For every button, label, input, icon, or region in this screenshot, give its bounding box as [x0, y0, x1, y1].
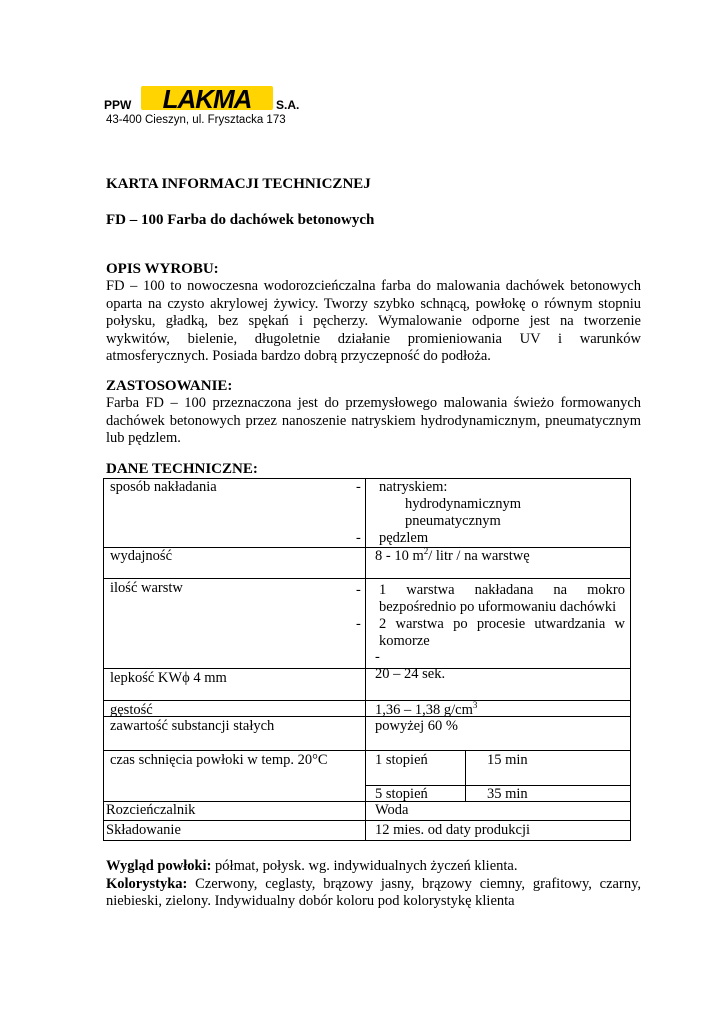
cell-dash: - — [356, 616, 361, 632]
kolorystyka-line — [106, 876, 641, 894]
cell-value: 35 min — [487, 786, 528, 802]
table-rule — [630, 478, 631, 841]
gestosc-sup: 3 — [472, 700, 478, 711]
product-title: FD – 100 Farba do dachówek betonowych — [106, 212, 375, 228]
table-rule — [103, 668, 631, 669]
cell-label: lepkość KWϕ 4 mm — [110, 670, 227, 686]
cell-label: Rozcieńczalnik — [106, 802, 196, 818]
cell-value: natryskiem: — [379, 479, 448, 495]
cell-label: zawartość substancji stałych — [110, 718, 275, 734]
kolorystyka-line-2: niebieski, zielony. Indywidualny dobór koloru pod kolorystykę klienta — [106, 893, 515, 909]
cell-label: ilość warstw — [110, 580, 183, 596]
opis-line: FD – 100 to nowoczesna wodorozcieńczalna farba do malowania dachówek betonowych — [106, 278, 641, 294]
table-rule — [103, 716, 631, 717]
table-rule — [365, 478, 366, 841]
wyglad-text: półmat, połysk. wg. indywidualnych życzeń klienta. — [211, 858, 518, 874]
cell-value: 1 stopień — [375, 752, 428, 768]
wydajnosc-value: 8 - 10 m — [375, 548, 424, 564]
cell-label: wydajność — [110, 548, 173, 564]
cell-value: 5 stopień — [375, 786, 428, 802]
zastosowanie-line: dachówek betonowych przez nanoszenie natryskiem hydrodynamicznym, pneumatycznym — [106, 412, 641, 429]
technical-data-table — [103, 478, 631, 844]
cell-value: pędzlem — [379, 530, 429, 546]
table-rule — [465, 750, 466, 801]
cell-label: czas schnięcia powłoki w temp. 20°C — [110, 752, 328, 768]
cell-value — [375, 548, 530, 566]
logo-sa: S.A. — [276, 98, 300, 112]
cell-value: 20 – 24 sek. — [375, 666, 446, 682]
opis-heading: OPIS WYROBU: — [106, 261, 219, 277]
table-rule — [103, 840, 631, 841]
zastosowanie-line: lub pędzlem. — [106, 430, 181, 447]
logo-brand-box — [141, 84, 273, 114]
table-rule — [103, 578, 631, 579]
cell-value: komorze — [379, 633, 430, 649]
wyglad-line — [106, 858, 641, 876]
cell-value: hydrodynamicznym — [405, 496, 521, 512]
table-rule — [103, 820, 631, 821]
zastosowanie-heading: ZASTOSOWANIE: — [106, 378, 233, 394]
cell-dash: - — [375, 649, 380, 665]
opis-paragraph — [106, 278, 641, 366]
kolorystyka-text: Czerwony, ceglasty, brązowy jasny, brązowy ciemny, grafitowy, czarny, — [195, 876, 642, 892]
cell-value — [375, 702, 477, 720]
cell-value: powyżej 60 % — [375, 718, 458, 734]
cell-value: 2 warstwa po procesie utwardzania w — [379, 616, 625, 632]
cell-dash: - — [356, 530, 361, 546]
logo-ppw: PPW — [104, 98, 132, 112]
opis-line: połysku, gładką, bez spękań i pęcherzy. Wymalowanie odporne jest na tworzenie — [106, 313, 641, 330]
cell-value: 1 warstwa nakładana na mokro — [379, 582, 625, 598]
opis-line: wykwitów, bielenie, długoletnie działanie promieniowania UV i warunków — [106, 330, 641, 347]
dane-heading: DANE TECHNICZNE: — [106, 461, 258, 477]
cell-value: Woda — [375, 802, 409, 818]
cell-dash: - — [356, 479, 361, 495]
kolorystyka-label: Kolorystyka: — [106, 876, 188, 892]
wydajnosc-unit: / litr / na warstwę — [428, 548, 530, 564]
table-rule — [103, 547, 631, 548]
wyglad-label: Wygląd powłoki: — [106, 858, 212, 874]
opis-line: oparta na czysto akrylowej żywicy. Tworzy szybko schnącą, powłokę o równym stopniu — [106, 295, 641, 312]
table-rule — [103, 478, 104, 841]
cell-value: 12 mies. od daty produkcji — [375, 822, 531, 838]
cell-dash: - — [356, 582, 361, 598]
document-title: KARTA INFORMACJI TECHNICZNEJ — [106, 176, 371, 192]
table-rule — [103, 700, 631, 701]
cell-value: bezpośrednio po uformowaniu dachówki — [379, 599, 617, 615]
cell-label: Składowanie — [106, 822, 181, 838]
cell-label: sposób nakładania — [110, 479, 217, 495]
opis-line: atmosferycznych. Posiada bardzo dobrą przyczepność do podłoża. — [106, 348, 491, 365]
table-rule — [103, 750, 631, 751]
company-address: 43-400 Cieszyn, ul. Frysztacka 173 — [106, 114, 286, 126]
cell-label: gęstość — [110, 702, 153, 718]
gestosc-value: 1,36 – 1,38 g/cm — [375, 702, 473, 718]
zastosowanie-line: Farba FD – 100 przeznaczona jest do przemysłowego malowania świeżo formowanych — [106, 395, 641, 411]
cell-value: pneumatycznym — [405, 513, 501, 529]
cell-value: 15 min — [487, 752, 528, 768]
zastosowanie-paragraph — [106, 395, 641, 448]
wydajnosc-sup: 2 — [423, 546, 429, 557]
logo-brand: LAKMA — [162, 84, 252, 114]
